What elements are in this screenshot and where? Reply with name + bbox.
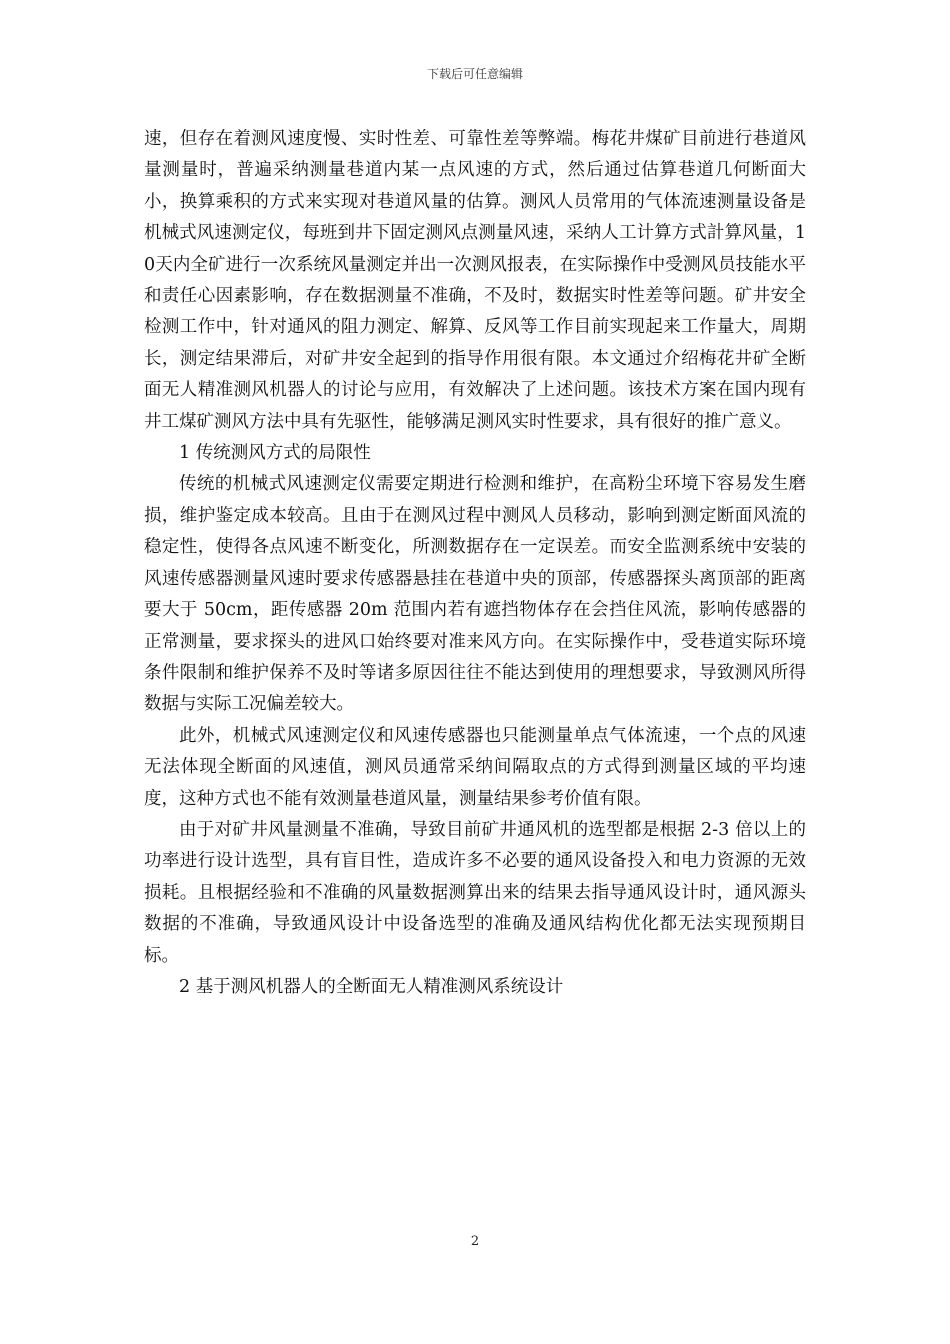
paragraph-continued: 速，但存在着测风速度慢、实时性差、可靠性差等弊端。梅花井煤矿目前进行巷道风量测量时，普遍采纳测量巷道内某一点风速的方式，然后通过估算巷道几何断面大小，换算乘积的方式来实现对巷道风量的估算。测风人员常用的气体流速测量设备是机械式风速测定仪，每班到井下固定测风点测量风速，采纳人工计算方式計算风量，10天内全矿进行一次系统风量测定并出一次测风报表，在实际操作中受测风员技能水平和责任心因素影响，存在数据测量不准确，不及时，数据实时性差等问题。矿井安全检测工作中，针对通风的阻力测定、解算、反风等工作目前实现起来工作量大，周期长，测定结果滞后，对矿井安全起到的指导作用很有限。本文通过介绍梅花井矿全断面无人精准测风机器人的讨论与应用，有效解决了上述问题。该技术方案在国内现有井工煤矿测风方法中具有先驱性，能够满足测风实时性要求，具有很好的推广意义。 (144, 129, 806, 432)
document-body (144, 124, 806, 1003)
section-heading-1: 1 传统测风方式的局限性 (179, 443, 371, 464)
page-header: 下载后可任意编辑 (426, 67, 523, 81)
paragraph: 此外，机械式风速测定仪和风速传感器也只能测量单点气体流速，一个点的风速无法体现全断面的风速值，测风员通常采纳间隔取点的方式得到测量区域的平均速度，这种方式也不能有效测量巷道风量，测量结果参考价值有限。 (144, 725, 806, 809)
section-heading-2: 2 基于测风机器人的全断面无人精准测风系统设计 (179, 976, 564, 997)
paragraph: 由于对矿井风量测量不准确，导致目前矿井通风机的选型都是根据 2-3 倍以上的功率进行设计选型，具有盲目性，造成许多不必要的通风设备投入和电力资源的无效损耗。且根据经验和不准确的风量数据测算出来的结果去指导通风设计时，通风源头数据的不准确，导致通风设计中设备选型的准确及通风结构优化都无法实现预期目标。 (144, 819, 806, 966)
page-number: 2 (470, 1234, 480, 1249)
paragraph: 传统的机械式风速测定仪需要定期进行检测和维护，在高粉尘环境下容易发生磨损，维护鉴定成本较高。且由于在测风过程中测风人员移动，影响到测定断面风流的稳定性，使得各点风速不断变化，所测数据存在一定误差。而安全监测系统中安装的风速传感器测量风速时要求传感器悬挂在巷道中央的顶部，传感器探头离顶部的距离要大于 50cm，距传感器 20m 范围内若有遮挡物体存在会挡住风流，影响传感器的正常测量，要求探头的进风口始终要对准来风方向。在实际操作中，受巷道实际环境条件限制和维护保养不及时等诸多原因往往不能达到使用的理想要求，导致测风所得数据与实际工况偏差较大。 (144, 474, 806, 715)
